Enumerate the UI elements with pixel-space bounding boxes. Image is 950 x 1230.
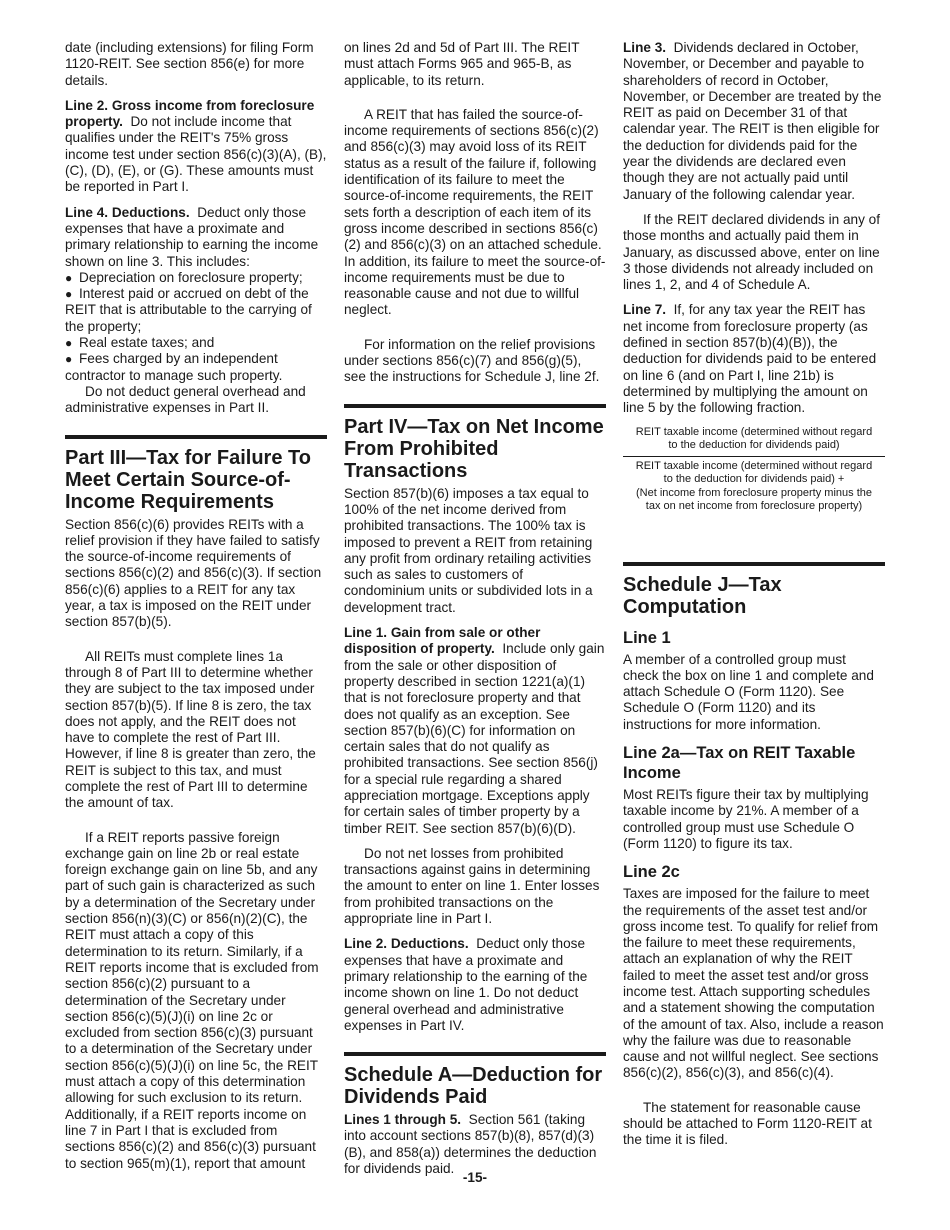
paragraph: For information on the relief provisions under sections 856(c)(7) and 856(g)(5), see the instructions for Schedule J, line 2f.	[344, 336, 600, 385]
paragraph: The statement for reasonable cause should be attached to Form 1120-REIT at the time it is filed.	[623, 1099, 872, 1148]
line4-paragraph	[65, 205, 327, 270]
paragraph: Taxes are imposed for the failure to meet the requirements of the asset test and/or gross income test. To qualify for relief from the failure to meet these requirements, attach an explanation of why the REIT failed to meet the asset test and/or gross income test. Attach supporting schedules and a statement showing the computation of the amount of tax. Also, include a reason why the failure was due to reasonable cause and not willful neglect. See sections 856(c)(2), 856(c)(3), and 856(c)(4).	[623, 886, 884, 1081]
line1-text: Include only gain from the sale or other disposition of property described in section 1221(a)(1) that is not foreclosure property and that does not qualify as an exception. See section 857(b)(6)(C) for information on certain sales that do not qualify as prohibited transactions. See section 856(j) for a special rule regarding a shared appreciation mortgage. Exceptions apply for certain sales of timber property by a timber REIT. See section 857(b)(6)(D).	[344, 641, 605, 836]
paragraph: A REIT that has failed the source-of-income requirements of sections 856(c)(2) and 856(c)(3) may avoid loss of its REIT status as a result of the failure if, following identification of its failure to meet the source-of-income requirements, the REIT sets forth a description of each item of its gross income described in sections 856(c)(2) and 856(c)(3) on an attached schedule. In addition, its failure to meet the source-of-income requirements must be due to reasonable cause and not due to willful neglect.	[344, 106, 606, 318]
list-item: ● Depreciation on foreclosure property;	[65, 269, 303, 285]
fraction-formula	[623, 426, 885, 514]
column-right	[623, 40, 885, 1158]
paragraph: on lines 2d and 5d of Part III. The REIT must attach Forms 965 and 965-B, as applicable, to its return.	[344, 40, 580, 88]
line1-paragraph	[344, 625, 606, 837]
line1-title: Line 1. Gain from sale or other disposition of property.	[344, 625, 541, 657]
page-number: -15-	[462, 1170, 488, 1185]
line3-text: Dividends declared in October, November, or December and payable to shareholders of record in October, November, or December are treated by the REIT as paid on December 31 of that calendar year. The REIT is then eligible for the deduction for dividends paid for the year the dividends are declared even though they are not actually paid until January of the following calendar year.	[623, 40, 882, 202]
heading-line-2c: Line 2c	[623, 863, 680, 882]
list-item: ● Real estate taxes; and	[65, 335, 215, 351]
paragraph: Section 856(c)(6) provides REITs with a relief provision if they have failed to satisfy the source-of-income requirements of sections 856(c)(2) and 856(c)(3). If section 856(c)(6) applies to a REIT for any tax year, a tax is imposed on the REIT under section 857(b)(5).	[65, 516, 322, 630]
fraction-denominator: REIT taxable income (determined without regard to the deduction for dividends paid) + (Net income from foreclosure property minus the tax on net income from foreclosure property)	[635, 459, 873, 513]
lines1-5-title: Lines 1 through 5.	[344, 1112, 462, 1128]
paragraph: Do not net losses from prohibited transactions against gains in determining the amount to enter on line 1. Enter losses from prohibited transactions on the appropriate line in Part I.	[344, 845, 600, 927]
section-divider	[623, 562, 885, 566]
column-middle	[344, 40, 606, 1186]
line2-text: Do not include income that qualifies under the REIT's 75% gross income test under section 856(c)(3)(A), (B), (C), (D), (E), or (G). These amounts must be reported in Part I.	[65, 114, 327, 195]
bullet-icon: ●	[65, 352, 73, 367]
bullet-list	[65, 270, 327, 384]
bullet-icon: ●	[65, 287, 73, 302]
list-item: ● Interest paid or accrued on debt of the REIT that is attributable to the carrying of the property;	[65, 286, 312, 334]
line2-title: Line 2. Gross income from foreclosure property.	[65, 97, 315, 130]
paragraph: If a REIT reports passive foreign exchange gain on line 2b or real estate foreign exchange gain on line 5b, and any part of such gain is characterized as such by a determination of the Secretary under section 856(n)(3)(C) or 856(n)(2)(C), the REIT must attach a copy of this determination to its return. Similarly, if a REIT reports income that is excluded from section 856(c)(2) pursuant to a determination of the Secretary under section 856(c)(5)(J)(i) on line 2c or excluded from section 856(c)(3) pursuant to a determination of the Secretary under section 856(c)(5)(J)(i) on line 5c, the REIT must attach a copy of this determination allowing for such exclusion to its return. Additionally, if a REIT reports income on line 7 in Part I that is excluded from sections 856(c)(2) and 856(c)(3) pursuant to section 965(m)(1), report that amount	[65, 829, 319, 1171]
section-divider	[65, 435, 327, 439]
line3-title: Line 3.	[623, 40, 667, 55]
heading-part-3: Part III—Tax for Failure To Meet Certain Source-of-Income Requirements	[65, 446, 311, 513]
bullet-icon: ●	[65, 336, 73, 351]
line4-text: Deduct only those expenses that have a proximate and primary relationship to earning the income shown on line 3. This includes:	[65, 204, 319, 269]
lines1-5-paragraph	[344, 1112, 606, 1177]
line7-title: Line 7.	[623, 302, 667, 318]
heading-schedule-a: Schedule A—Deduction for Dividends Paid	[344, 1064, 603, 1109]
line4-title: Line 4. Deductions.	[65, 204, 190, 220]
list-item: ● Fees charged by an independent contractor to manage such property.	[65, 351, 283, 383]
paragraph: Most REITs figure their tax by multiplying taxable income by 21%. A member of a controlled group must use Schedule O (Form 1120) to figure its tax.	[623, 787, 869, 851]
heading-part-4: Part IV—Tax on Net Income From Prohibited Transactions	[344, 415, 604, 482]
line2-text: Deduct only those expenses that have a proximate and primary relationship to the earning of the income shown on line 1. Do not deduct general overhead and administrative expenses in Part IV.	[344, 936, 588, 1033]
paragraph: date (including extensions) for filing Form 1120-REIT. See section 856(e) for more details.	[65, 40, 314, 88]
paragraph: Section 857(b)(6) imposes a tax equal to 100% of the net income derived from prohibited transactions. The 100% tax is imposed to prevent a REIT from retaining any profit from ordinary retailing activities such as sales to customers of condominium units or subdivided lots in a development tract.	[344, 485, 593, 615]
paragraph: A member of a controlled group must check the box on line 1 and complete and attach Schedule O (Form 1120). See Schedule O (Form 1120) and its instructions for more information.	[623, 651, 874, 732]
line2-title: Line 2. Deductions.	[344, 936, 469, 952]
heading-line-2a: Line 2a—Tax on REIT Taxable Income	[623, 744, 856, 783]
line2-paragraph	[344, 936, 606, 1034]
heading-schedule-j: Schedule J—Tax Computation	[623, 573, 782, 618]
bullet-icon: ●	[65, 270, 73, 285]
paragraph: If the REIT declared dividends in any of those months and actually paid them in January, as discussed above, enter on line 3 those dividends not already included on lines 1, 2, and 4 of Schedule A.	[623, 211, 881, 293]
lines1-5-text: Section 561 (taking into account sections 857(b)(8), 857(d)(3)(B), and 858(a)) determines the deduction for dividends paid.	[344, 1112, 597, 1177]
line2-paragraph	[65, 98, 327, 196]
section-divider	[344, 1052, 606, 1056]
line3-paragraph	[623, 40, 885, 203]
section-divider	[344, 404, 606, 408]
line7-paragraph	[623, 302, 885, 416]
paragraph: All REITs must complete lines 1a through 8 of Part III to determine whether they are subject to the tax imposed under section 857(b)(5). If line 8 is zero, the tax does not apply, and the REIT does not have to complete the rest of Part III. However, if line 8 is greater than zero, the REIT is subject to this tax, and must complete the rest of Part III to determine the amount of tax.	[65, 648, 316, 811]
paragraph: Do not deduct general overhead and administrative expenses in Part II.	[65, 383, 306, 416]
fraction-numerator: REIT taxable income (determined without regard to the deduction for dividends paid)	[623, 426, 885, 457]
heading-line-1: Line 1	[623, 628, 671, 647]
line7-text: If, for any tax year the REIT has net income from foreclosure property (as defined in section 857(b)(4)(B)), the deduction for dividends paid to be entered on line 6 (and on Part I, line 21b) is determined by multiplying the amount on line 5 by the following fraction.	[623, 302, 877, 416]
column-left	[65, 40, 327, 1181]
